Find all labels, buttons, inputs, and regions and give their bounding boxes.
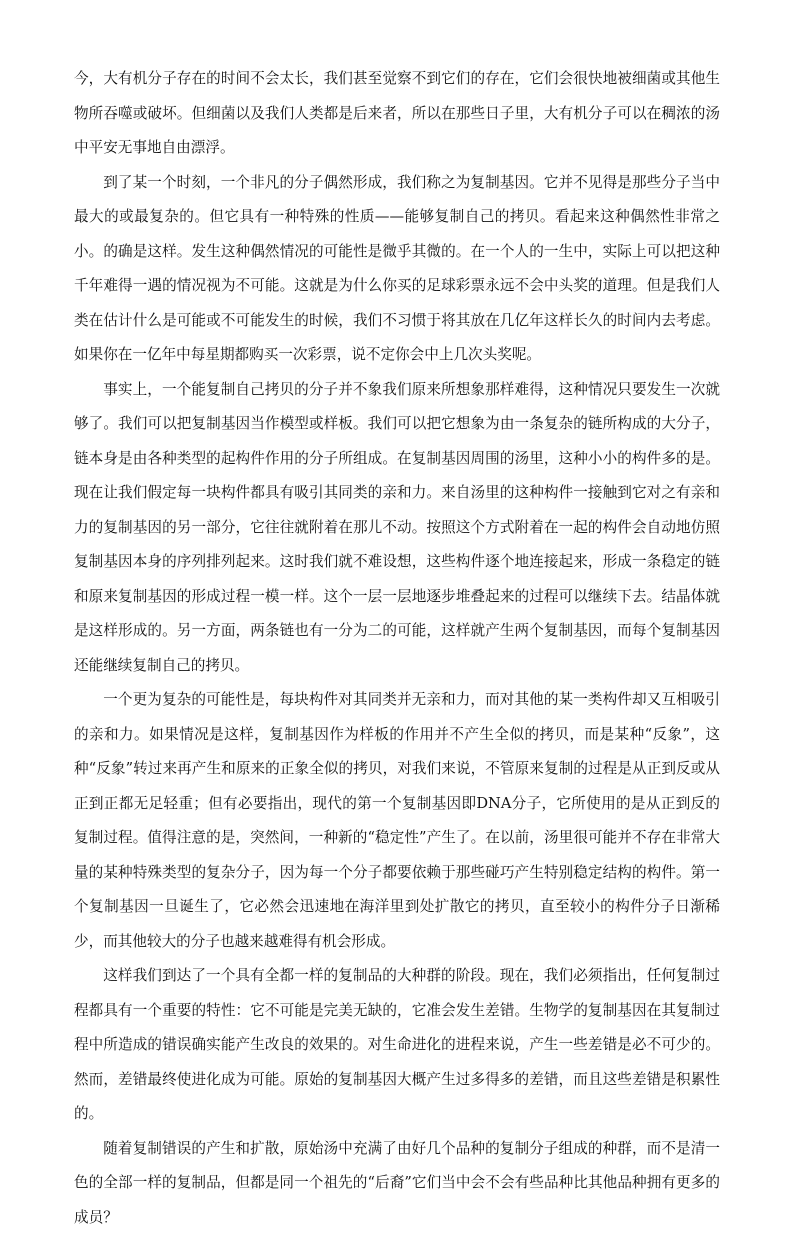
paragraph-continued: 今，大有机分子存在的时间不会太长，我们甚至觉察不到它们的存在，它们会很快地被细菌或其他生物所吞噬或破坏。但细菌以及我们人类都是后来者，所以在那些日子里，大有机分子可以在稠浓的汤中平安无事地自由漂浮。: [74, 62, 720, 166]
paragraph-varieties: 随着复制错误的产生和扩散，原始汤中充满了由好几个品种的复制分子组成的种群，而不是清一色的全部一样的复制品，但都是同一个祖先的“后裔”它们当中会不会有些品种比其他品种拥有更多的成员？: [74, 1132, 720, 1235]
paragraph-replicator-origin: 到了某一个时刻，一个非凡的分子偶然形成，我们称之为复制基因。它并不见得是那些分子当中最大的或最复杂的。但它具有一种特殊的性质——能够复制自己的拷贝。看起来这种偶然性非常之小。的确是这样。发生这种偶然情况的可能性是微乎其微的。在一个人的一生中，实际上可以把这种千年难得一遇的情况视为不可能。这就是为什么你买的足球彩票永远不会中头奖的道理。但是我们人类在估计什么是可能或不可能发生的时候，我们不习惯于将其放在几亿年这样长久的时间内去考虑。如果你在一亿年中每星期都购买一次彩票，说不定你会中上几次头奖呢。: [74, 166, 720, 373]
paragraph-negative-image: 一个更为复杂的可能性是，每块构件对其同类并无亲和力，而对其他的某一类构件却又互相吸引的亲和力。如果情况是这样，复制基因作为样板的作用并不产生全似的拷贝，而是某种“反象”，这种“反象”转过来再产生和原来的正象全似的拷贝，对我们来说，不管原来复制的过程是从正到反或从正到正都无足轻重；但有必要指出，现代的第一个复制基因即DNA分子，它所使用的是从正到反的复制过程。值得注意的是，突然间，一种新的“稳定性”产生了。在以前，汤里很可能并不存在非常大量的某种特殊类型的复杂分子，因为每一个分子都要依赖于那些碰巧产生特别稳定结构的构件。第一个复制基因一旦诞生了，它必然会迅速地在海洋里到处扩散它的拷贝，直至较小的构件分子日渐稀少，而其他较大的分子也越来越难得有机会形成。: [74, 683, 720, 959]
paragraph-copying-errors: 这样我们到达了一个具有全都一样的复制品的大种群的阶段。现在，我们必须指出，任何复制过程都具有一个重要的特性：它不可能是完美无缺的，它准会发生差错。生物学的复制基因在其复制过程中所造成的错误确实能产生改良的效果的。对生命进化的进程来说，产生一些差错是必不可少的。然而，差错最终使进化成为可能。原始的复制基因大概产生过多得多的差错，而且这些差错是积累性的。: [74, 959, 720, 1132]
paragraph-replicator-template: 事实上，一个能复制自己拷贝的分子并不象我们原来所想象那样难得，这种情况只要发生一次就够了。我们可以把复制基因当作模型或样板。我们可以把它想象为由一条复杂的链所构成的大分子，链本身是由各种类型的起构件作用的分子所组成。在复制基因周围的汤里，这种小小的构件多的是。现在让我们假定每一块构件都具有吸引其同类的亲和力。来自汤里的这种构件一接触到它对之有亲和力的复制基因的另一部分，它往往就附着在那儿不动。按照这个方式附着在一起的构件会自动地仿照复制基因本身的序列排列起来。这时我们就不难设想，这些构件逐个地连接起来，形成一条稳定的链和原来复制基因的形成过程一模一样。这个一层一层地逐步堆叠起来的过程可以继续下去。结晶体就是这样形成的。另一方面，两条链也有一分为二的可能，这样就产生两个复制基因，而每个复制基因还能继续复制自己的拷贝。: [74, 373, 720, 684]
